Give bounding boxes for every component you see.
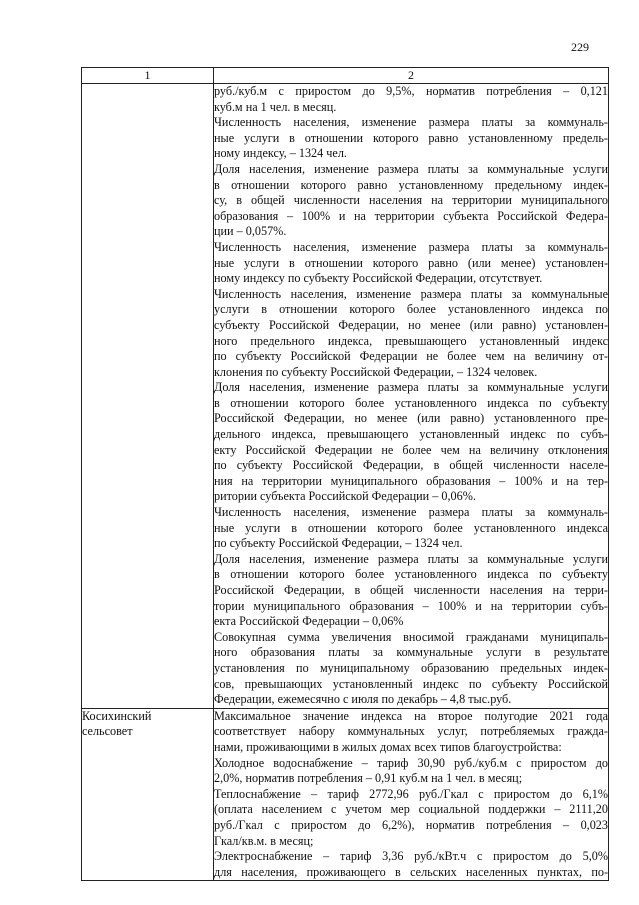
text-line: Российской Федерации, но менее (или равно) установленного пре- bbox=[214, 411, 608, 426]
text-line: по субъекту Российской Федерации, в общей численности населе- bbox=[214, 458, 608, 473]
text-line: Холодное водоснабжение – тариф 30,90 руб./куб.м с приростом до bbox=[214, 755, 608, 770]
table-header-row bbox=[82, 68, 609, 84]
municipality-cell bbox=[82, 708, 214, 881]
text-line: Доля населения, изменение размера платы за коммунальные услуги bbox=[214, 161, 608, 176]
text-line: образования – 100% и на территории субъекта Российской Федера- bbox=[214, 208, 608, 223]
text-line: ции – 0,057%. bbox=[214, 224, 287, 239]
text-line: по субъекту Российской Федерации не более чем на величину от- bbox=[214, 349, 608, 364]
text-line: в отношении которого более установленного индекса по субъекту bbox=[214, 395, 608, 410]
document-table bbox=[81, 67, 609, 881]
text-line: екту Российской Федерации не более чем на величину отклонения bbox=[214, 442, 608, 457]
text-line: 2,0%, норматив потребления – 0,91 куб.м на 1 чел. в месяц; bbox=[214, 771, 523, 786]
municipality-name-line: Косихинский bbox=[82, 708, 152, 723]
description-cell bbox=[214, 708, 609, 881]
text-line: руб./Гкал с приростом до 6,2%), норматив потребления – 0,023 bbox=[214, 817, 608, 832]
text-line: клонения по субъекту Российской Федерации, – 1324 человек. bbox=[214, 364, 538, 379]
text-line: Численность населения, изменение размера платы за коммуналь- bbox=[214, 505, 608, 520]
text-line: Теплоснабжение – тариф 2772,96 руб./Гкал с приростом до 6,1% bbox=[214, 786, 608, 801]
text-line: субъекту Российской Федерации, но менее (или равно) установлен- bbox=[214, 317, 608, 332]
column-header-1: 1 bbox=[82, 68, 214, 84]
text-line: услуги в отношении которого более установленного индекса по bbox=[214, 302, 608, 317]
text-line: ритории субъекта Российской Федерации – 0,06%. bbox=[214, 489, 476, 504]
text-line: ного образования платы за коммунальные услуги в результате bbox=[214, 645, 608, 660]
text-line: екта Российской Федерации – 0,06% bbox=[214, 614, 404, 629]
text-line: установления по муниципальному образованию предельных индек- bbox=[214, 660, 608, 675]
text-line: Доля населения, изменение размера платы за коммунальные услуги bbox=[214, 551, 608, 566]
table-row bbox=[82, 708, 609, 881]
text-line: сов, превышающих установленный индекс по субъекту Российской bbox=[214, 676, 608, 691]
page-number: 229 bbox=[571, 40, 589, 54]
text-line: ния на территории муниципального образования – 100% и на тер- bbox=[214, 473, 608, 488]
text-line: нами, проживающими в жилых домах всех типов благоустройства: bbox=[214, 739, 562, 754]
text-line: Численность населения, изменение размера платы за коммуналь- bbox=[214, 239, 608, 254]
text-line: Совокупная сумма увеличения вносимой гражданами муниципаль- bbox=[214, 629, 608, 644]
text-line: ные услуги в отношении которого равно (или менее) установлен- bbox=[214, 255, 608, 270]
text-line: для населения, проживающего в сельских населенных пунктах, по- bbox=[214, 864, 608, 879]
text-line: Российской Федерации, в общей численности населения на терри- bbox=[214, 583, 608, 597]
text-line: Численность населения, изменение размера платы за коммунальные bbox=[214, 286, 608, 301]
text-line: ного предельного индекса, превышающего установленный индекс bbox=[214, 333, 608, 348]
table-row bbox=[82, 84, 609, 709]
column-header-2: 2 bbox=[214, 68, 609, 84]
text-line: Электроснабжение – тариф 3,36 руб./кВт.ч с приростом до 5,0% bbox=[214, 849, 608, 864]
text-line: Доля населения, изменение размера платы за коммунальные услуги bbox=[214, 380, 608, 395]
text-line: соответствует набору коммунальных услуг, потребляемых гражда- bbox=[214, 724, 608, 739]
text-line: в отношении которого более установленного индекса по субъекту bbox=[214, 567, 608, 582]
text-line: куб.м на 1 чел. в месяц. bbox=[214, 99, 337, 114]
text-line: тории муниципального образования – 100% и на территории субъ- bbox=[214, 598, 608, 613]
text-line: Максимальное значение индекса на второе полугодие 2021 года bbox=[214, 708, 608, 723]
text-line: по субъекту Российской Федерации, – 1324 чел. bbox=[214, 536, 463, 551]
municipality-name-line: сельсовет bbox=[82, 724, 133, 739]
text-line: дельного индекса, превышающего установленный индекс по субъ- bbox=[214, 427, 608, 442]
text-line: руб./куб.м с приростом до 9,5%, норматив потребления – 0,121 bbox=[214, 84, 608, 98]
text-line: Численность населения, изменение размера платы за коммуналь- bbox=[214, 115, 608, 130]
text-line: ные услуги в отношении которого более установленного индекса bbox=[214, 520, 608, 535]
text-line: су, в общей численности населения на территории муниципального bbox=[214, 193, 608, 208]
text-line: ные услуги в отношении которого равно установленному предель- bbox=[214, 130, 608, 145]
municipality-cell bbox=[82, 84, 214, 709]
text-line: (оплата населением с учетом мер социальной поддержки – 2111,20 bbox=[214, 802, 608, 817]
text-line: в отношении которого равно установленному предельному индек- bbox=[214, 177, 608, 192]
text-line: ному индексу, – 1324 чел. bbox=[214, 146, 347, 161]
description-cell bbox=[214, 84, 609, 709]
text-line: Федерации, ежемесячно с июля по декабрь – 4,8 тыс.руб. bbox=[214, 692, 512, 707]
text-line: Гкал/кв.м. в месяц; bbox=[214, 833, 314, 848]
text-line: ному индексу по субъекту Российской Федерации, отсутствует. bbox=[214, 271, 543, 286]
